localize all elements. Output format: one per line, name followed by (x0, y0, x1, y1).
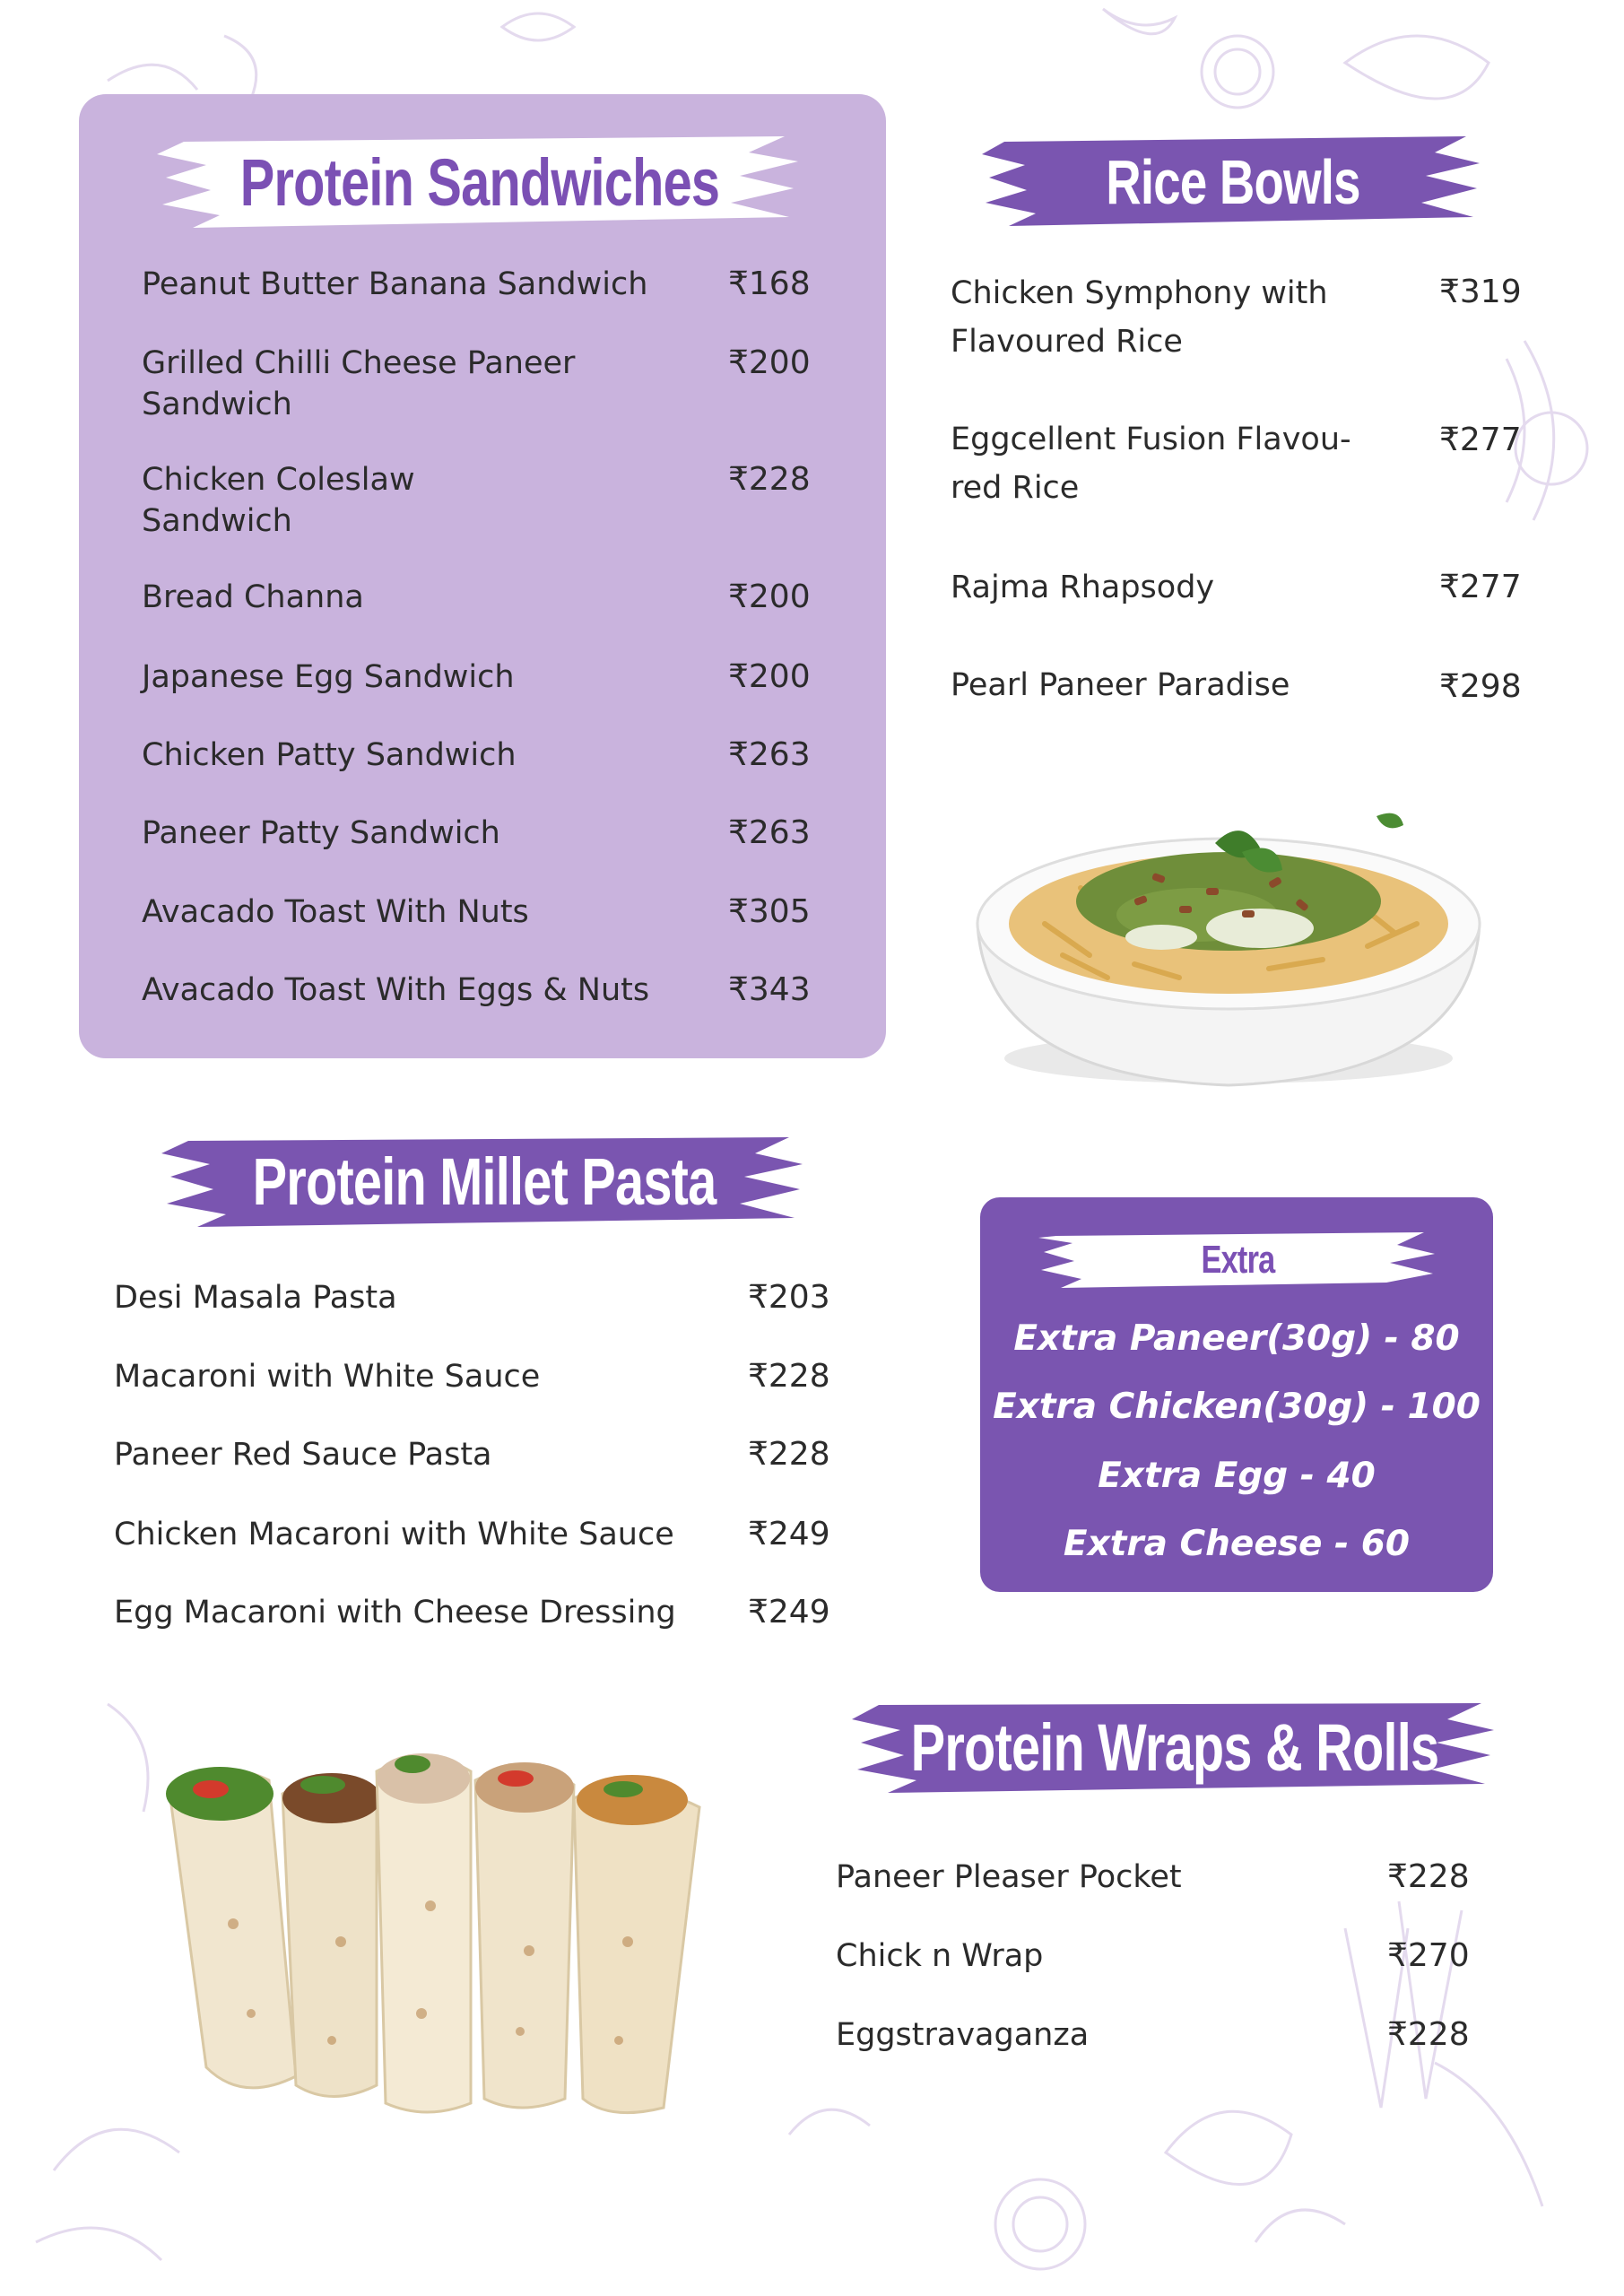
list-item-price: ₹263 (728, 814, 811, 851)
list-item-price: ₹319 (1439, 274, 1522, 310)
list-item-name: Peanut Butter Banana Sandwich (142, 266, 648, 302)
extra-title: Extra (1201, 1238, 1275, 1282)
list-item-price: ₹263 (728, 736, 811, 773)
list-item-price: ₹203 (748, 1279, 830, 1316)
list-item-name: Pearl Paneer Paradise (951, 667, 1290, 703)
list-item-price: ₹228 (748, 1436, 830, 1473)
list-item-name: Japanese Egg Sandwich (142, 659, 515, 695)
list-item-name: Rajma Rhapsody (951, 570, 1215, 605)
protein-wraps-rolls-heading (852, 1698, 1498, 1796)
list-item-price: ₹277 (1439, 569, 1522, 605)
extra-item: Extra Cheese - 60 (1063, 1524, 1411, 1564)
list-item-name: Chicken Patty Sandwich (142, 737, 517, 773)
protein-millet-pasta-heading (161, 1132, 807, 1231)
list-item-price: ₹343 (728, 971, 811, 1008)
list-item-name: Eggstravaganza (836, 2017, 1090, 2053)
list-item-name: Desi Masala Pasta (114, 1280, 397, 1316)
list-item-price: ₹228 (748, 1358, 830, 1395)
extra-item: Extra Paneer(30g) - 80 (1013, 1318, 1460, 1359)
list-item-name: Avacado Toast With Nuts (142, 894, 529, 930)
list-item-price: ₹277 (1439, 422, 1522, 458)
list-item-price: ₹200 (728, 578, 811, 615)
pasta-bowl-image (973, 789, 1484, 1094)
list-item-name: Avacado Toast With Eggs & Nuts (142, 972, 650, 1008)
rice-bowls-heading (982, 135, 1484, 229)
list-item-price: ₹200 (728, 344, 811, 381)
list-item-name: Eggcellent Fusion Flavou-red Rice (951, 422, 1351, 506)
list-item-price: ₹228 (1387, 1858, 1470, 1895)
list-item-price: ₹168 (728, 265, 811, 302)
list-item-name: Bread Channa (142, 579, 364, 615)
list-item-price: ₹249 (748, 1516, 830, 1552)
extra-panel (980, 1197, 1493, 1592)
list-item-price: ₹298 (1439, 668, 1522, 705)
list-item-name: Paneer Red Sauce Pasta (114, 1437, 492, 1473)
wraps-image (161, 1744, 708, 2121)
protein-millet-pasta-title: Protein Millet Pasta (252, 1144, 716, 1219)
list-item-name: Egg Macaroni with Cheese Dressing (114, 1595, 676, 1631)
list-item-price: ₹305 (728, 893, 811, 930)
list-item-name: Chicken Macaroni with White Sauce (114, 1517, 674, 1552)
protein-sandwiches-heading (157, 133, 803, 231)
extra-heading (1038, 1229, 1437, 1292)
list-item-price: ₹270 (1387, 1937, 1470, 1974)
list-item-name: Macaroni with White Sauce (114, 1359, 541, 1395)
list-item-price: ₹249 (748, 1594, 830, 1631)
protein-sandwiches-title: Protein Sandwiches (239, 144, 720, 220)
rice-bowls-title: Rice Bowls (1106, 146, 1360, 217)
list-item-price: ₹228 (728, 461, 811, 498)
list-item-name: Chick n Wrap (836, 1938, 1044, 1974)
list-item-name: Paneer Pleaser Pocket (836, 1859, 1182, 1895)
list-item-name: Chicken Coleslaw Sandwich (142, 462, 415, 539)
extra-item: Extra Egg - 40 (1098, 1456, 1376, 1496)
list-item-name: Chicken Symphony with Flavoured Rice (951, 275, 1328, 360)
list-item-name: Grilled Chilli Cheese Paneer Sandwich (142, 345, 576, 422)
protein-wraps-rolls-title: Protein Wraps & Rolls (910, 1709, 1439, 1785)
list-item-name: Paneer Patty Sandwich (142, 815, 500, 851)
list-item-price: ₹200 (728, 658, 811, 695)
extra-item: Extra Chicken(30g) - 100 (993, 1387, 1481, 1427)
list-item-price: ₹228 (1387, 2016, 1470, 2053)
